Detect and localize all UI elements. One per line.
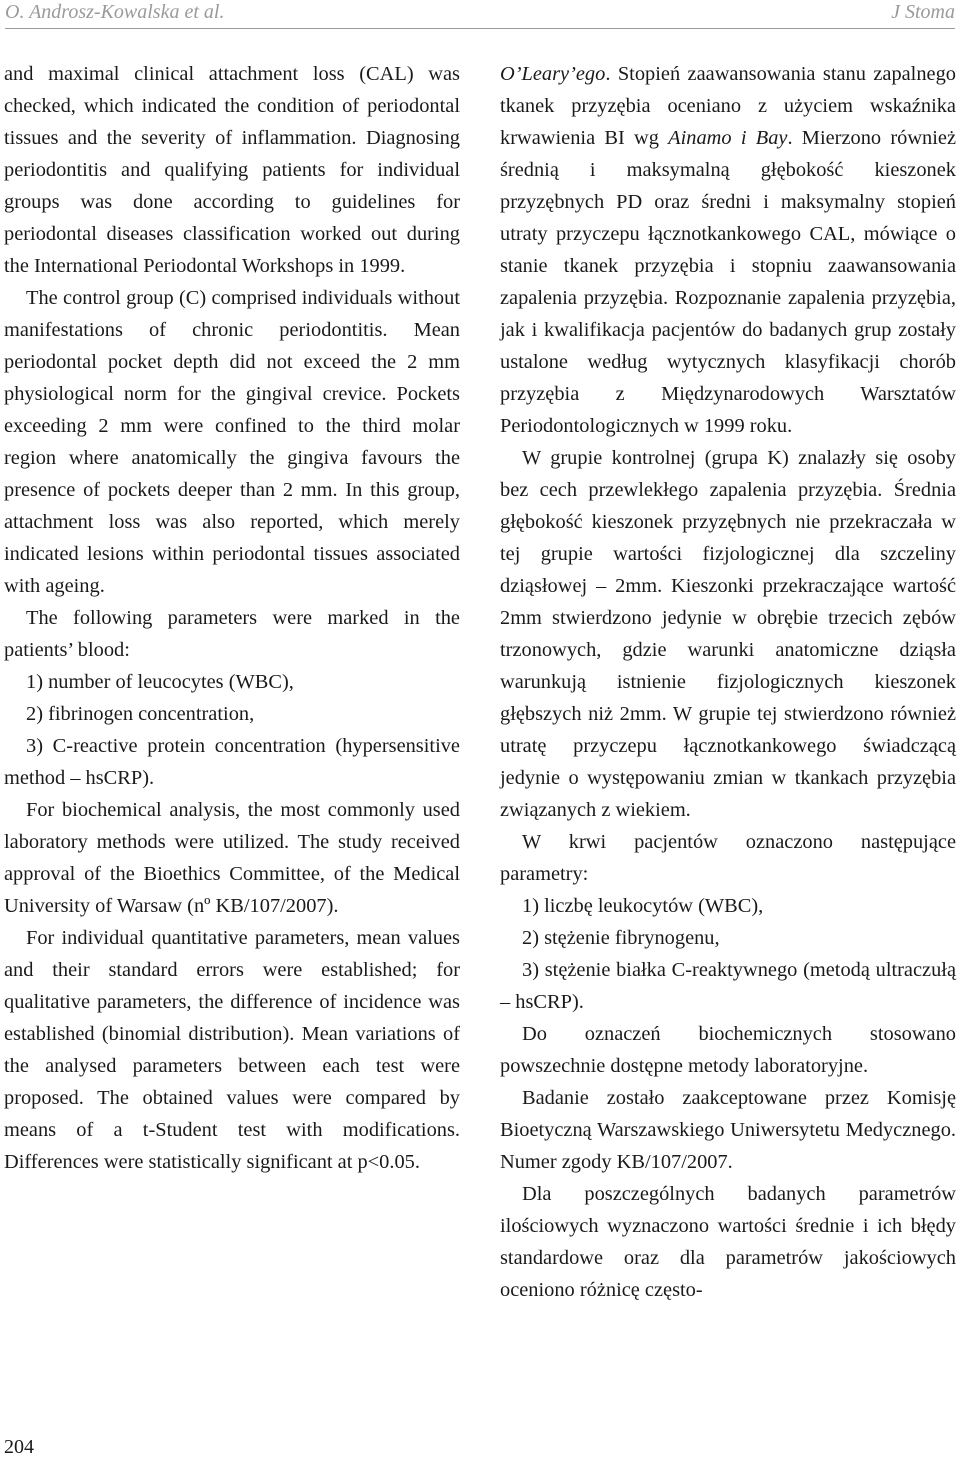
right-column bbox=[500, 58, 956, 1306]
italic-name: O’Leary’ego bbox=[500, 63, 606, 85]
italic-name: Ainamo i Bay bbox=[668, 127, 788, 149]
paragraph: The following parameters were marked in the patients’ blood: bbox=[4, 607, 460, 661]
paragraph: Do oznaczeń biochemicznych stosowano powszechnie dostępne metody laboratoryjne. bbox=[500, 1023, 956, 1077]
paragraph-text: . Mierzono również średnią i maksymalną głębokość kieszonek przyzębnych PD oraz średni i maksymalny stopień utraty przyczepu łącznotkankowego CAL, mówiące o stanie tkanek przyzębia i stopniu zaawansowania zapalenia przyzębia. Rozpoznanie zapalenia przyzębia, jak i kwalifikacja pacjentów do badanych grup zostały ustalone według wytycznych klasyfikacji chorób przyzębia z Międzynarodowych Warsztatów Periodontologicznych w 1999 roku. bbox=[500, 127, 957, 437]
header-authors: O. Androsz-Kowalska et al. bbox=[5, 1, 225, 23]
paragraph: W krwi pacjentów oznaczono następujące parametry: bbox=[500, 831, 956, 885]
list-item: 3) C-reactive protein concentration (hypersensitive method – hsCRP). bbox=[4, 735, 460, 789]
running-header bbox=[0, 0, 960, 26]
paragraph: For biochemical analysis, the most commonly used laboratory methods were utilized. The study received approval of the Bioethics Committee, of the Medical University of Warsaw (nº KB/107/2007). bbox=[4, 799, 460, 917]
list-item: 2) stężenie fibrynogenu, bbox=[522, 927, 720, 949]
left-column bbox=[4, 58, 460, 1178]
paragraph-text: . Stopień zaawansowania stanu zapalnego tkanek przyzębia oceniano z użyciem wskaźnika krwawienia BI wg bbox=[500, 63, 956, 149]
list-item: 1) number of leucocytes (WBC), bbox=[26, 671, 294, 693]
paragraph bbox=[500, 58, 956, 442]
list-item: 1) liczbę leukocytów (WBC), bbox=[522, 895, 764, 917]
paragraph: For individual quantitative parameters, mean values and their standard errors were established; for qualitative parameters, the difference of incidence was established (binomial distribution). Mean variations of the analysed parameters between each test were proposed. The obtained values were compared by means of a t-Student test with modifications. Differences were statistically significant at p<0.05. bbox=[4, 927, 460, 1173]
header-journal: J Stoma bbox=[891, 1, 955, 23]
list-item: 3) stężenie białka C-reaktywnego (metodą ultraczułą – hsCRP). bbox=[500, 959, 956, 1013]
paragraph: Dla poszczególnych badanych parametrów ilościowych wyznaczono wartości średnie i ich błędy standardowe oraz dla parametrów jakościowych oceniono różnicę często- bbox=[500, 1183, 956, 1301]
paragraph: Badanie zostało zaakceptowane przez Komisję Bioetyczną Warszawskiego Uniwersytetu Medycznego. Numer zgody KB/107/2007. bbox=[500, 1087, 956, 1173]
paragraph: The control group (C) comprised individuals without manifestations of chronic periodontitis. Mean periodontal pocket depth did not exceed the 2 mm physiological norm for the gingival crevice. Pockets exceeding 2 mm were confined to the third molar region where anatomically the gingiva favours the presence of pockets deeper than 2 mm. In this group, attachment loss was also reported, which merely indicated lesions within periodontal tissues associated with ageing. bbox=[4, 287, 460, 597]
list-item: 2) fibrinogen concentration, bbox=[26, 703, 255, 725]
paragraph: and maximal clinical attachment loss (CAL) was checked, which indicated the condition of periodontal tissues and the severity of inflammation. Diagnosing periodontitis and qualifying patients for individual groups was done according to guidelines for periodontal diseases classification worked out during the International Periodontal Workshops in 1999. bbox=[4, 63, 460, 277]
paragraph: W grupie kontrolnej (grupa K) znalazły się osoby bez cech przewlekłego zapalenia przyzębia. Średnia głębokość kieszonek przyzębnych nie przekraczała w tej grupie wartości fizjologicznej dla szczeliny dziąsłowej – 2mm. Kieszonki przekraczające wartość 2mm stwierdzono jedynie w obrębie trzecich zębów trzonowych, gdzie warunki anatomiczne dziąsła warunkują istnienie fizjologicznych kieszonek głębszych niż 2mm. W grupie tej stwierdzono również utratę przyczepu łącznotkankowego świadczącą jedynie o występowaniu zmian w tkankach przyzębia związanych z wiekiem. bbox=[500, 447, 956, 821]
page-number: 204 bbox=[4, 1436, 34, 1458]
header-rule bbox=[5, 28, 955, 29]
